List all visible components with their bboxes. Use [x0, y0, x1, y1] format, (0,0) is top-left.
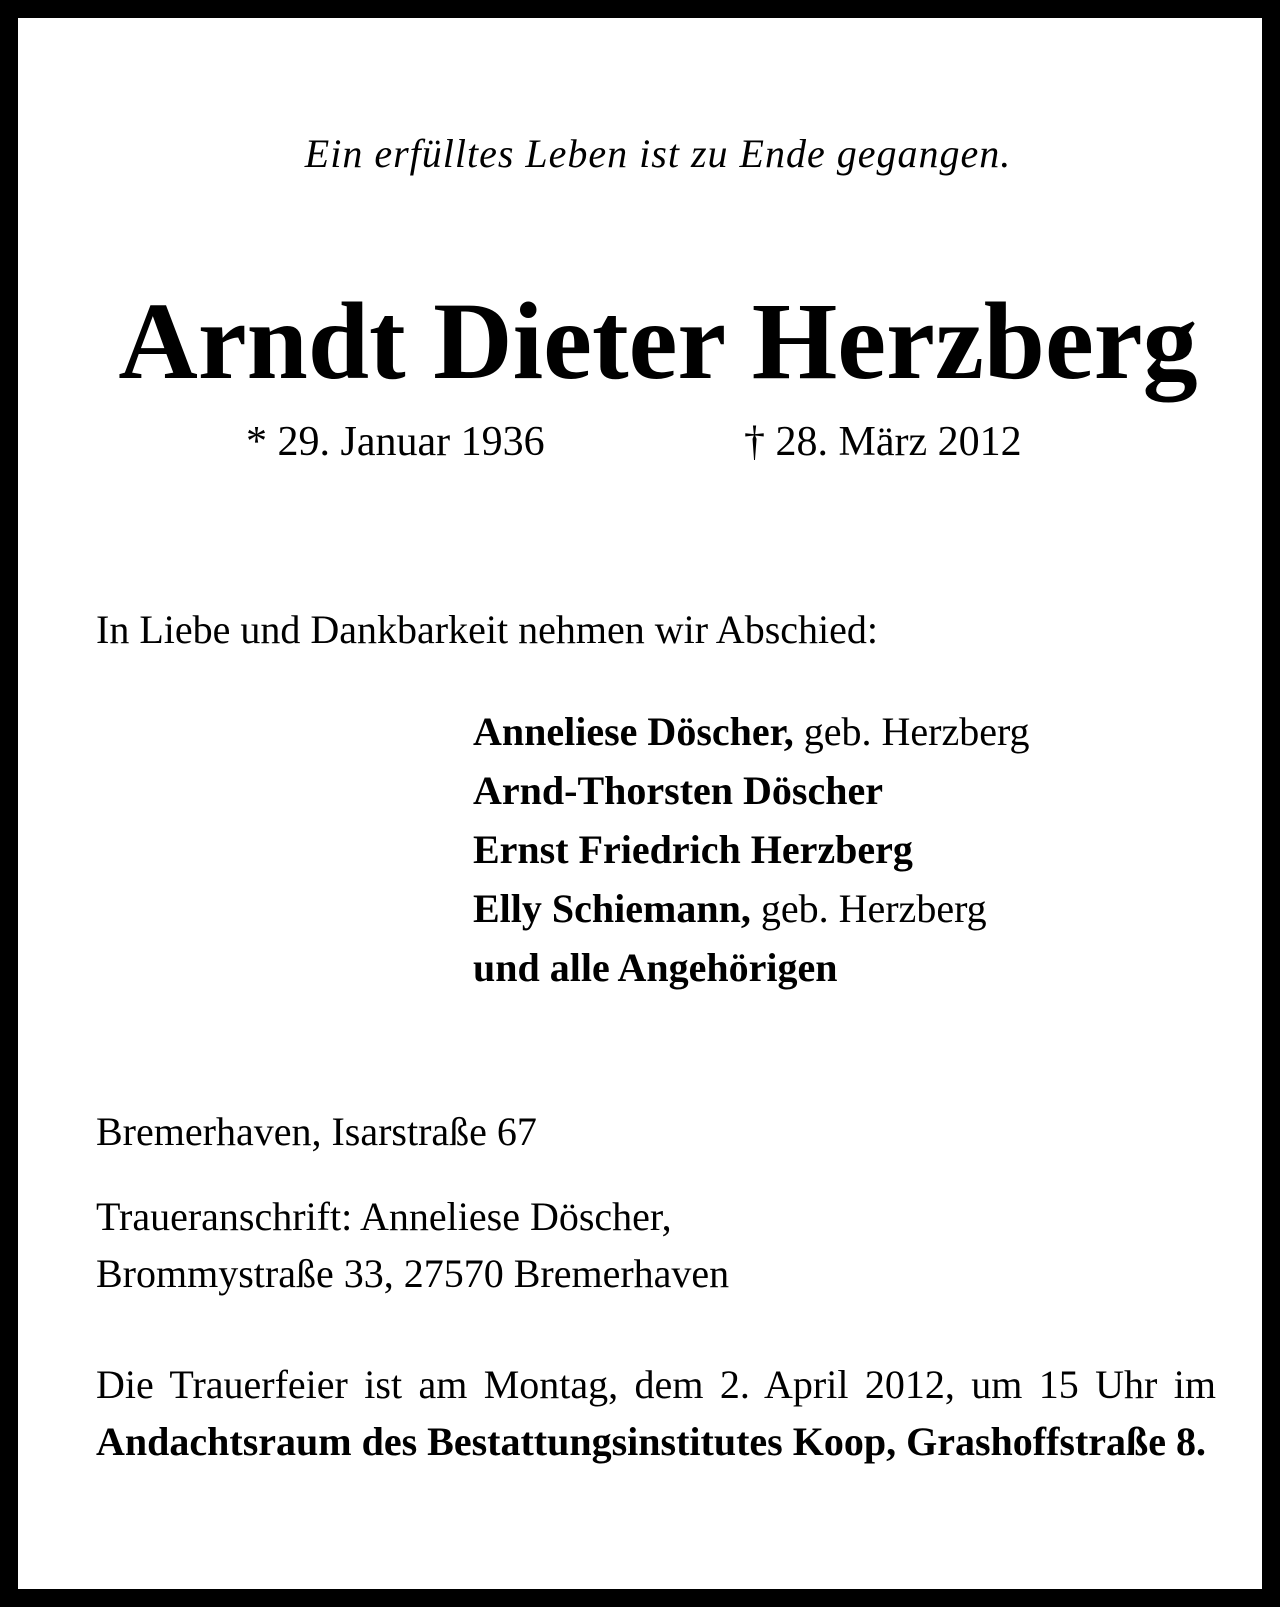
condolence-address — [96, 1188, 729, 1302]
funeral-notice — [96, 1356, 1216, 1470]
mourner-note: geb. Herzberg — [793, 709, 1030, 754]
condolence-address-line1: Traueranschrift: Anneliese Döscher, — [96, 1194, 672, 1239]
farewell-intro: In Liebe und Dankbarkeit nehmen wir Abschied: — [96, 607, 878, 652]
mourner-name: Arnd-Thorsten Döscher — [473, 768, 883, 813]
residence: Bremerhaven, Isarstraße 67 — [96, 1109, 537, 1154]
birth-date: * 29. Januar 1936 — [246, 419, 545, 465]
mourner-name: Elly Schiemann, — [473, 886, 751, 931]
mourner-item — [473, 879, 1030, 938]
mourner-name: und alle Angehörigen — [473, 945, 838, 990]
mourner-item — [473, 702, 1030, 761]
mourner-item — [473, 820, 1030, 879]
funeral-location: Andachtsraum des Bestattungsinstitutes Koop, Grashoffstraße 8. — [96, 1419, 1207, 1464]
mourners-list — [473, 702, 1030, 997]
condolence-address-line2: Brommystraße 33, 27570 Bremerhaven — [96, 1251, 730, 1296]
deceased-name: Arndt Dieter Herzberg — [118, 280, 1198, 402]
motto: Ein erfülltes Leben ist zu Ende gegangen. — [304, 131, 1012, 176]
mourner-item — [473, 761, 1030, 820]
funeral-text: Die Trauerfeier ist am Montag, dem 2. April 2012, um 15 Uhr im — [96, 1362, 1216, 1407]
death-date: † 28. März 2012 — [744, 419, 1022, 465]
mourner-note: geb. Herzberg — [750, 886, 987, 931]
mourner-name: Anneliese Döscher, — [473, 709, 794, 754]
mourner-item — [473, 938, 1030, 997]
mourner-name: Ernst Friedrich Herzberg — [473, 827, 913, 872]
